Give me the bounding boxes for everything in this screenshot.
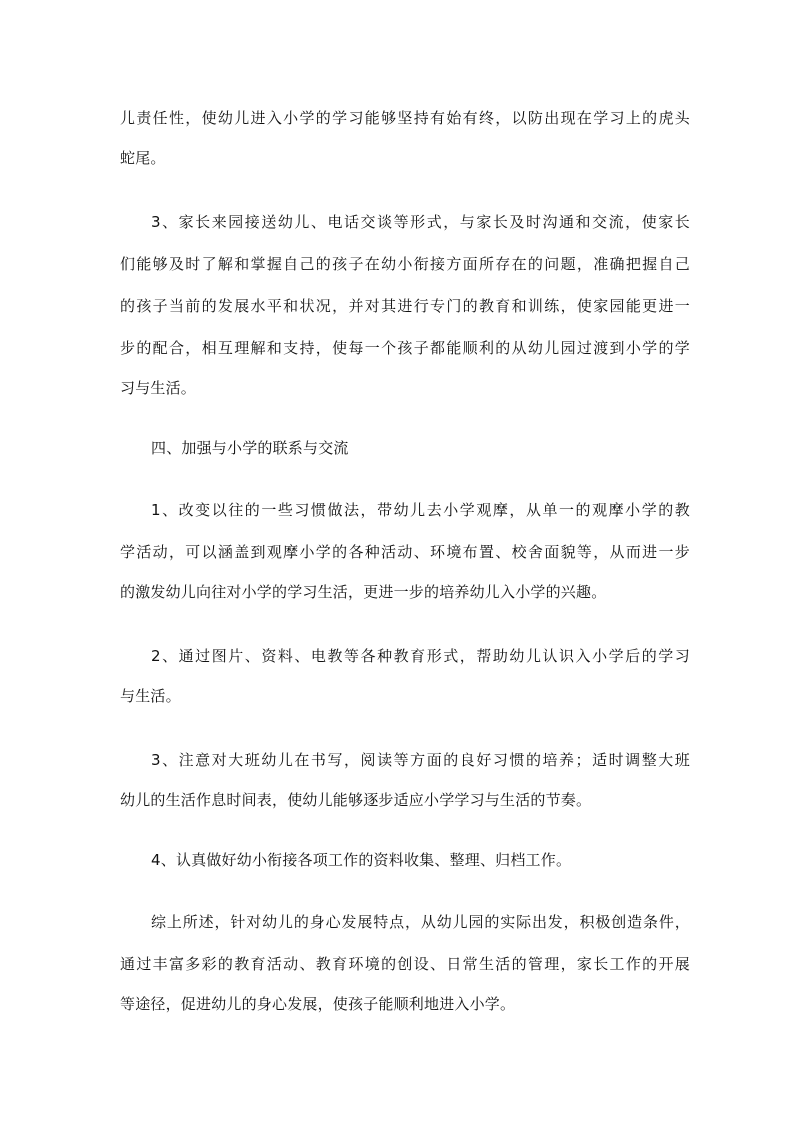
text-line: 习与生活。 bbox=[120, 379, 197, 397]
text-line: 学活动，可以涵盖到观摩小学的各种活动、环境布置、校舍面貌等，从而进一步 bbox=[120, 543, 690, 561]
text-line: 与生活。 bbox=[120, 687, 181, 705]
text-line: 综上所述，针对幼儿的身心发展特点，从幼儿园的实际出发，积极创造条件， bbox=[151, 913, 690, 931]
section-title: 四、加强与小学的联系与交流 bbox=[151, 439, 349, 457]
text-line: 通过丰富多彩的教育活动、教育环境的创设、日常生活的管理，家长工作的开展 bbox=[120, 955, 690, 973]
text-line: 的激发幼儿向往对小学的学习生活，更进一步的培养幼儿入小学的兴趣。 bbox=[120, 583, 607, 601]
text-line: 步的配合，相互理解和支持，使每一个孩子都能顺利的从幼儿园过渡到小学的学 bbox=[120, 339, 690, 357]
text-line: 等途径，促进幼儿的身心发展，使孩子能顺利地进入小学。 bbox=[120, 995, 516, 1013]
text-line: 们能够及时了解和掌握自己的孩子在幼小衔接方面所存在的问题，准确把握自己 bbox=[120, 255, 690, 273]
text-line: 3、注意对大班幼儿在书写，阅读等方面的良好习惯的培养；适时调整大班 bbox=[151, 751, 690, 769]
text-line: 的孩子当前的发展水平和状况，并对其进行专门的教育和训练，使家园能更进一 bbox=[120, 297, 690, 315]
text-line: 1、改变以往的一些习惯做法，带幼儿去小学观摩，从单一的观摩小学的教 bbox=[151, 501, 690, 519]
text-line: 蛇尾。 bbox=[120, 149, 166, 167]
text-line: 2、通过图片、资料、电教等各种教育形式，帮助幼儿认识入小学后的学习 bbox=[151, 647, 690, 665]
text-line: 4、认真做好幼小衔接各项工作的资料收集、整理、归档工作。 bbox=[151, 851, 572, 869]
text-line: 幼儿的生活作息时间表，使幼儿能够逐步适应小学学习与生活的节奏。 bbox=[120, 791, 592, 809]
text-line: 3、家长来园接送幼儿、电话交谈等形式，与家长及时沟通和交流，使家长 bbox=[151, 213, 690, 231]
text-line: 儿责任性，使幼儿进入小学的学习能够坚持有始有终，以防出现在学习上的虎头 bbox=[120, 109, 690, 127]
